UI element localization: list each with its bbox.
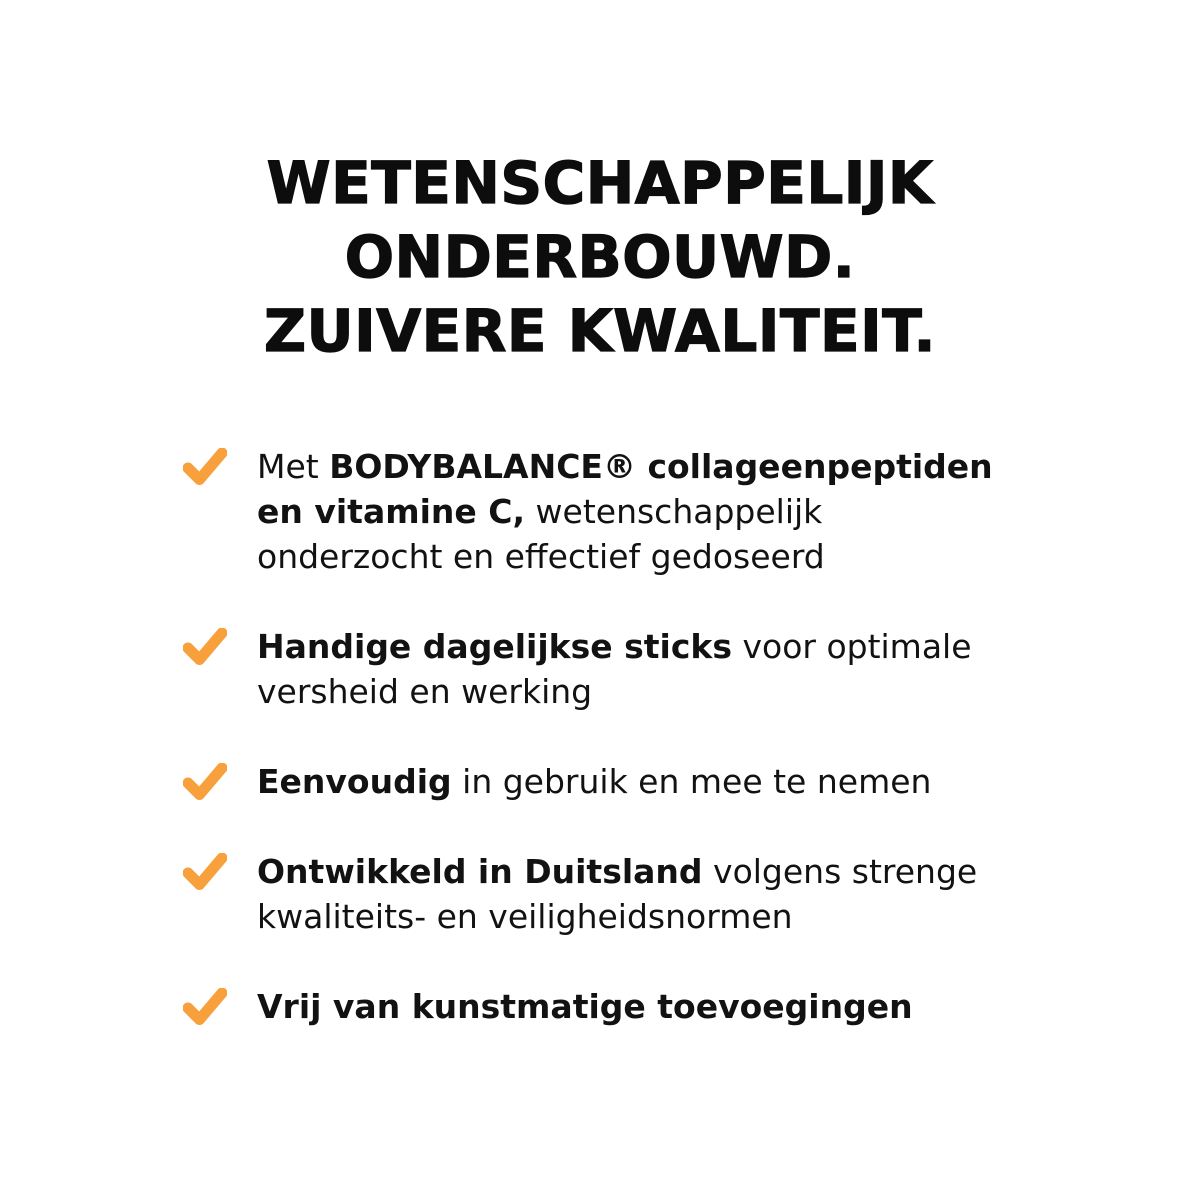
- benefit-text: [257, 624, 972, 714]
- benefit-segment: en vitamine C,: [257, 492, 526, 531]
- benefit-line: [257, 984, 913, 1029]
- benefit-line: [257, 444, 993, 489]
- benefit-text: [257, 984, 913, 1029]
- benefit-segment: kwaliteits- en veiligheidsnormen: [257, 897, 793, 936]
- benefit-line: [257, 849, 977, 894]
- page-title-line-1: WETENSCHAPPELIJK: [266, 149, 934, 217]
- benefit-line: [257, 669, 972, 714]
- benefits-list: [0, 444, 1200, 1029]
- benefit-line: [257, 894, 977, 939]
- benefit-line: [257, 759, 931, 804]
- benefit-segment: Met: [257, 447, 330, 486]
- benefit-item: [183, 984, 1200, 1029]
- benefit-text: [257, 444, 993, 579]
- benefit-text: [257, 849, 977, 939]
- benefit-line: [257, 624, 972, 669]
- benefit-segment: volgens strenge: [702, 852, 978, 891]
- benefit-line: [257, 534, 993, 579]
- benefit-segment: Handige dagelijkse sticks: [257, 627, 732, 666]
- check-icon: [183, 853, 227, 891]
- page-title-line-3: ZUIVERE KWALITEIT.: [263, 297, 936, 365]
- benefit-segment: wetenschappelijk: [525, 492, 823, 531]
- check-icon: [183, 448, 227, 486]
- benefit-segment: voor optimale: [731, 627, 972, 666]
- benefit-segment: in gebruik en mee te nemen: [451, 762, 932, 801]
- benefit-item: [183, 444, 1200, 579]
- benefit-segment: Ontwikkeld in Duitsland: [257, 852, 703, 891]
- benefit-segment: versheid en werking: [257, 672, 593, 711]
- page-title-line-2: ONDERBOUWD.: [344, 223, 856, 291]
- benefit-line: [257, 489, 993, 534]
- benefit-text: [257, 759, 931, 804]
- benefit-item: [183, 624, 1200, 714]
- check-icon: [183, 763, 227, 801]
- benefit-item: [183, 849, 1200, 939]
- benefit-segment: Vrij van kunstmatige toevoegingen: [257, 987, 913, 1026]
- page-title: [0, 146, 1200, 368]
- benefit-item: [183, 759, 1200, 804]
- check-icon: [183, 988, 227, 1026]
- benefit-segment: BODYBALANCE® collageenpeptiden: [329, 447, 993, 486]
- check-icon: [183, 628, 227, 666]
- benefit-segment: onderzocht en effectief gedoseerd: [257, 537, 825, 576]
- benefit-segment: Eenvoudig: [257, 762, 452, 801]
